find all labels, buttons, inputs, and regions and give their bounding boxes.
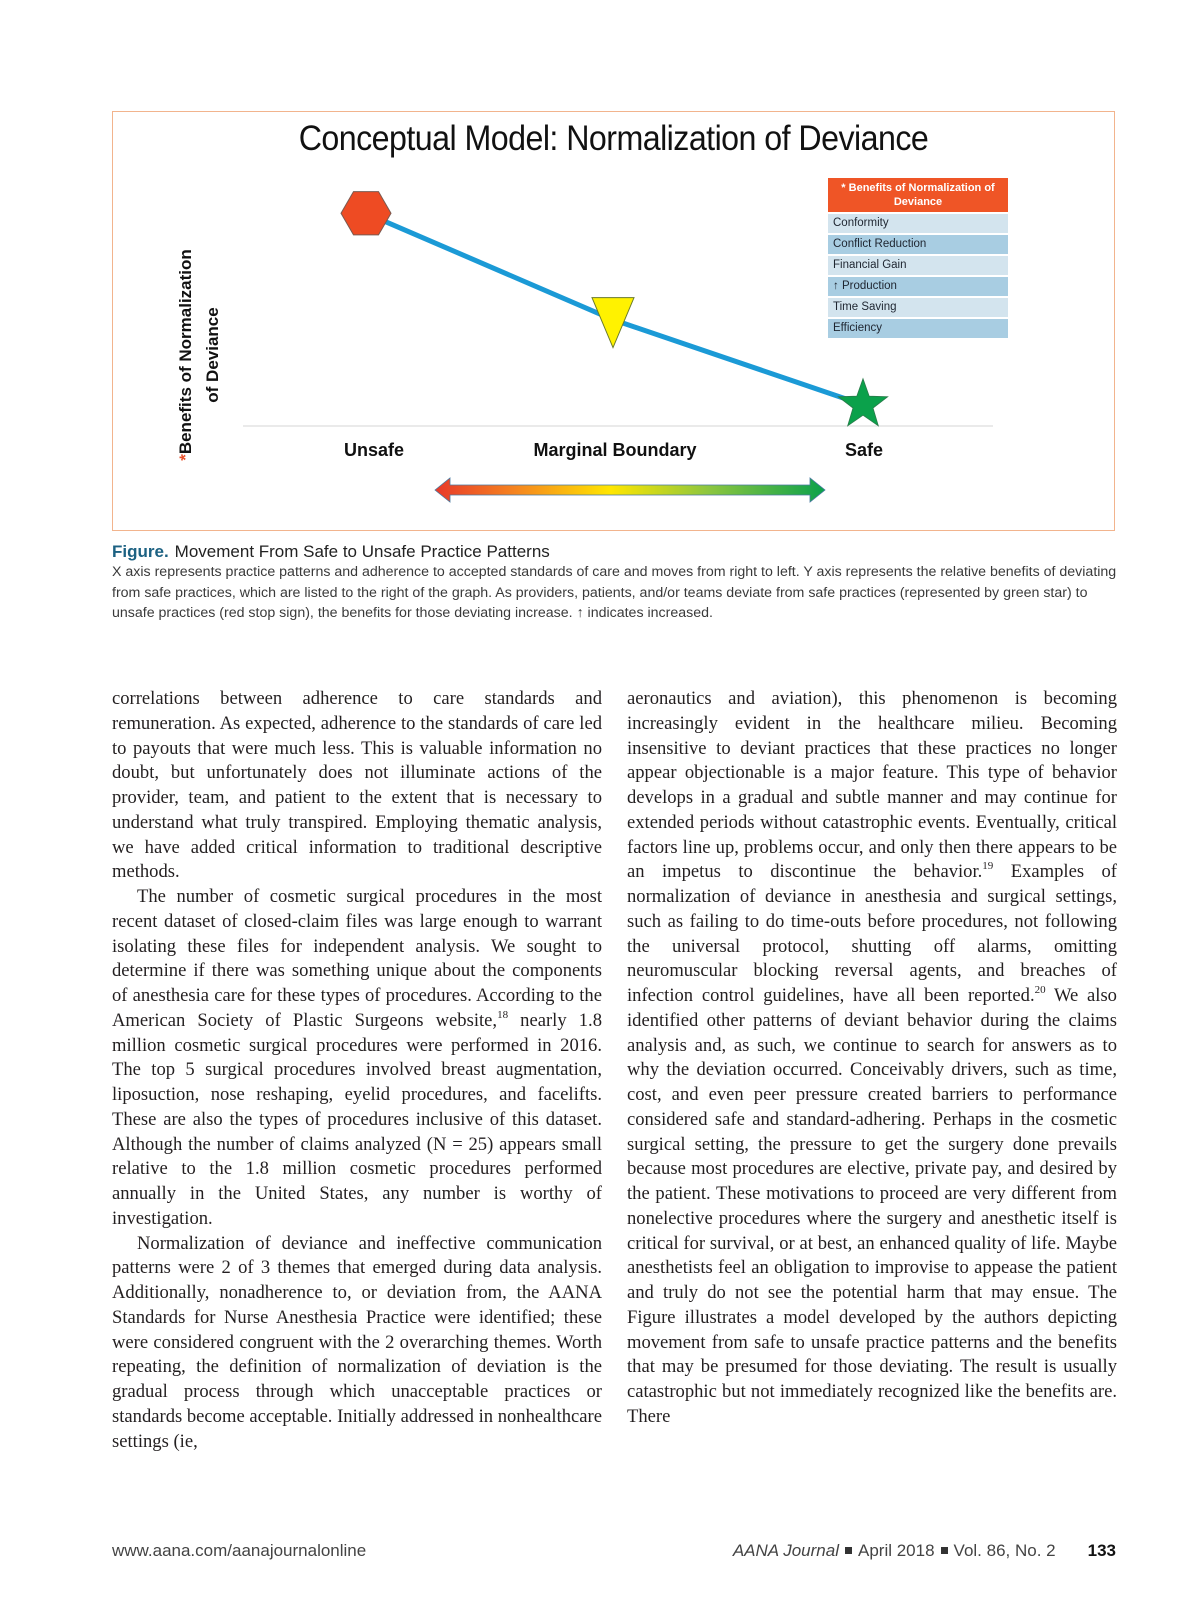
citation-ref: 19	[982, 860, 994, 873]
benefit-row: Financial Gain	[828, 254, 1008, 275]
paragraph: correlations between adherence to care standards and remuneration. As expected, adherence to the standards of care led to payouts that were much less. This is valuable information no doubt, but unfortunately does not illuminate actions of the provider, team, and patient to the extent that is necessary to understand what truly transpired. Employing thematic analysis, we have added critical information to traditional descriptive methods.	[112, 688, 602, 883]
caption-title: Movement From Safe to Unsafe Practice Patterns	[174, 542, 550, 561]
paragraph: The number of cosmetic surgical procedures in the most recent dataset of closed-claim files was large enough to warrant isolating these files for independent analysis. We sought to determine if there was something unique about the components of anesthesia care for these types of procedures. According to the American Society of Plastic Surgeons website,$^{18}$ nearly 1.8 million cosmetic surgical procedures were performed in 2016. The top 5 surgical procedures involved breast augmentation, liposuction, nose reshaping, eyelid procedures, and facelifts. These are also the types of procedures inclusive of this dataset. Although the number of claims analyzed (N = 25) appears small relative to the 1.8 million cosmetic procedures performed annually in the United States, any number is worthy of investigation.	[112, 886, 602, 1229]
issue-date: April 2018	[857, 1541, 935, 1560]
benefit-row: Time Saving	[828, 296, 1008, 317]
x-category-marginal-boundary: Marginal Boundary	[533, 440, 697, 460]
x-category-unsafe: Unsafe	[343, 440, 405, 460]
benefit-row: Conformity	[828, 212, 1008, 233]
separator-square	[941, 1547, 948, 1554]
paragraph: Normalization of deviance and ineffective communication patterns were 2 of 3 themes that emerged during data analysis. Additionally, nonadherence to, or deviation from, the AANA Standards for Nurse Anesthesia Practice were identified; these were considered congruent with the 2 overarching themes. Worth repeating, the definition of normalization of deviation is the gradual process through which unacceptable practices or standards become acceptable. Initially addressed in nonhealthcare settings (ie,	[112, 1232, 602, 1452]
y-axis-label-line1: Benefits of Normalization	[176, 249, 195, 455]
figure-caption	[112, 541, 1122, 624]
footer-url[interactable]: www.aana.com/aanajournalonline	[112, 1541, 367, 1560]
body-column-left	[112, 687, 602, 1454]
figure-box	[112, 111, 1115, 531]
citation-ref: 18	[497, 1008, 509, 1021]
paragraph: aeronautics and aviation), this phenomenon is becoming increasingly evident in the healthcare milieu. Becoming insensitive to deviant practices that these practices no longer appear objectionable is a major feature. This type of behavior develops in a gradual and subtle manner and may continue for extended periods without catastrophic events. Eventually, critical factors line up, problems occur, and only then there appears to be an impetus to discontinue the behavior.$^{19}$ Examples of normalization of deviance in anesthesia and surgical settings, such as failing to do time-outs before procedures, not following the universal protocol, shutting off alarms, omitting neuromuscular blocking reversal agents, and breaches of infection control guidelines, have all been reported.$^{20}$ We also identified other patterns of deviant behavior during the claims analysis and, as such, we continue to search for answers as to why the deviation occurred. Conceivably drivers, such as time, cost, and even peer pressure created barriers to performance considered safe and standard-adhering. Perhaps in the cosmetic surgical setting, the pressure to get the surgery done prevails because most procedures are elective, private pay, and desired by the patient. These motivations to proceed are very different from nonelective procedures where the surgery and anesthetic itself is critical for survival, or at best, an enhanced quality of life. Maybe anesthetists feel an obligation to improvise to appease the patient and truly do not see the potential harm that may ensue. The Figure illustrates a model developed by the authors depicting movement from safe to unsafe practice patterns and the benefits that may be presumed for those deviating. The result is usually catastrophic but not immediately recognized like the benefits are. There	[627, 688, 1118, 1427]
caption-body: X axis represents practice patterns and adherence to accepted standards of care and moves from right to left. Y axis represents the relative benefits of deviating from safe practices, which are listed to the right of the graph. As providers, patients, and/or teams deviate from safe practices (represented by green star) to unsafe practices (red stop sign), the benefits for those deviating increase. ↑ indicates increased.	[112, 564, 1117, 622]
journal-name: AANA Journal	[732, 1541, 839, 1560]
benefits-table-header: * Benefits of Normalization of Deviance	[828, 178, 1008, 212]
separator-square	[845, 1547, 852, 1554]
caption-label: Figure.	[112, 542, 169, 561]
page-number: 133	[1087, 1541, 1116, 1560]
y-axis-label-line2: of Deviance	[203, 307, 222, 403]
footer-journal-info	[733, 1541, 1116, 1561]
volume: Vol. 86, No. 2	[953, 1541, 1056, 1560]
benefit-row: ↑ Production	[828, 275, 1008, 296]
y-axis-asterisk: *	[176, 454, 195, 461]
figure-title: Conceptual Model: Normalization of Deviance	[298, 119, 929, 158]
gradient-arrow	[435, 478, 825, 502]
benefit-row: Conflict Reduction	[828, 233, 1008, 254]
benefits-table	[828, 178, 1008, 338]
citation-ref: 20	[1034, 984, 1046, 996]
safe-marker-star	[838, 379, 887, 426]
unsafe-marker-hexagon	[341, 192, 391, 235]
benefit-row: Efficiency	[828, 317, 1008, 338]
body-column-right	[627, 687, 1117, 1430]
x-category-safe: Safe	[844, 440, 884, 460]
